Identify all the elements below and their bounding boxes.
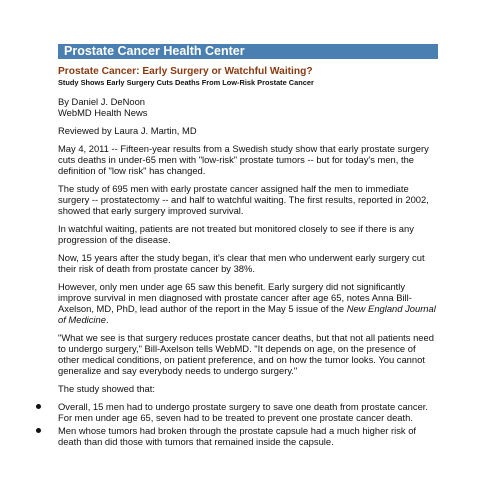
article-subheadline: Study Shows Early Surgery Cuts Deaths From Low-Risk Prostate Cancer (58, 78, 314, 87)
paragraph-2: The study of 695 men with early prostate cancer assigned half the men to immediate surgery -- prostatectomy -- and half to watchful waiting. The first results, reported in 2002, showed that early surgery improved survival. (58, 183, 429, 216)
paragraph-5-end: . (105, 314, 109, 325)
byline-author: By Daniel J. DeNoon (58, 96, 146, 107)
byline (58, 96, 436, 118)
health-center-header (58, 44, 438, 59)
paragraph-3: In watchful waiting, patients are not treated but monitored closely to see if there is any progression of the disease. (58, 223, 414, 245)
bullet-icon (36, 404, 41, 409)
paragraph-7: The study showed that: (58, 383, 155, 394)
list-item (36, 425, 436, 447)
journal-name: New England Journal of Medicine (58, 303, 436, 325)
health-center-title: Prostate Cancer Health Center (64, 44, 245, 58)
paragraph-6: "What we see is that surgery reduces prostate cancer deaths, but that not all patients need to undergo surgery," Bill-Axelson tells WebMD. "It depends on age, on the presence of other medical conditions, on patient preference, and on how the tumor looks. You cannot generalize and say everybody needs to undergo surgery." (58, 332, 434, 376)
article-body (58, 66, 436, 449)
paragraph-5 (58, 281, 436, 325)
article-headline: Prostate Cancer: Early Surgery or Watchful Waiting? (58, 66, 313, 77)
bullet-icon (36, 428, 41, 433)
list-item-text: Men whose tumors had broken through the prostate capsule had a much higher risk of death than did those with tumors that remained inside the capsule. (58, 425, 417, 447)
findings-list (36, 401, 436, 447)
byline-source: WebMD Health News (58, 107, 148, 118)
list-item-text: Overall, 15 men had to undergo prostate surgery to save one death from prostate cancer. For men under age 65, seven had to be treated to prevent one prostate cancer death. (58, 401, 429, 423)
list-item (36, 401, 436, 423)
paragraph-4: Now, 15 years after the study began, it's clear that men who underwent early surgery cut their risk of death from prostate cancer by 38%. (58, 252, 425, 274)
paragraph-1: May 4, 2011 -- Fifteen-year results from a Swedish study show that early prostate surgery cuts deaths in under-65 men with "low-risk" prostate tumors -- but for today's men, the definition of "low risk" has changed. (58, 143, 429, 176)
reviewed-by: Reviewed by Laura J. Martin, MD (58, 125, 197, 136)
paragraph-5-text: However, only men under age 65 saw this benefit. Early surgery did not significantly improve survival in men diagnosed with prostate cancer after age 65, notes Anna Bill-Axelson, MD, PhD, lead author of the report in the May 5 issue of the (58, 281, 412, 314)
